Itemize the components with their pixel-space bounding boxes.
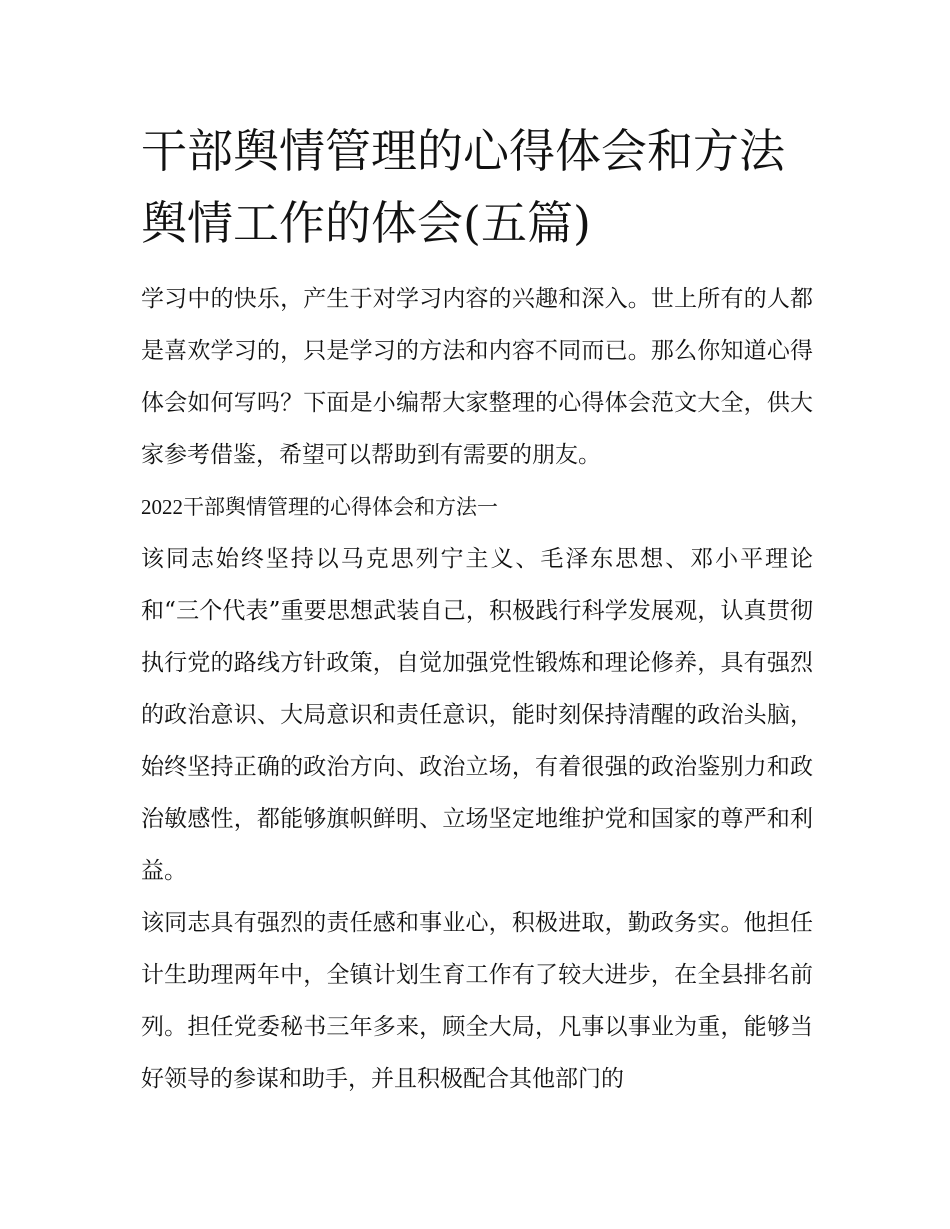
section-heading: 2022干部舆情管理的心得体会和方法一 <box>141 495 498 519</box>
document-title: 干部舆情管理的心得体会和方法 舆情工作的体会(五篇) <box>141 124 785 250</box>
intro-paragraph: 学习中的快乐，产生于对学习内容的兴趣和深入。世上所有的人都是喜欢学习的，只是学习的方法和内容不同而已。那么你知道心得体会如何写吗？下面是小编帮大家整理的心得体会范文大全，供大家参考借鉴，希望可以帮助到有需要的朋友。 <box>141 286 813 468</box>
body-paragraph-2: 该同志具有强烈的责任感和事业心，积极进取，勤政务实。他担任计生助理两年中，全镇计划生育工作有了较大进步，在全县排名前列。担任党委秘书三年多来，顾全大局，凡事以事业为重，能够当好领导的参谋和助手，并且积极配合其他部门的 <box>141 910 813 1092</box>
body-paragraph-1: 该同志始终坚持以马克思列宁主义、毛泽东思想、邓小平理论和“三个代表”重要思想武装自己，积极践行科学发展观，认真贯彻执行党的路线方针政策，自觉加强党性锻炼和理论修养，具有强烈的政治意识、大局意识和责任意识，能时刻保持清醒的政治头脑，始终坚持正确的政治方向、政治立场，有着很强的政治鉴别力和政治敏感性，都能够旗帜鲜明、立场坚定地维护党和国家的尊严和利益。 <box>141 546 813 884</box>
document-body <box>141 115 813 1105</box>
